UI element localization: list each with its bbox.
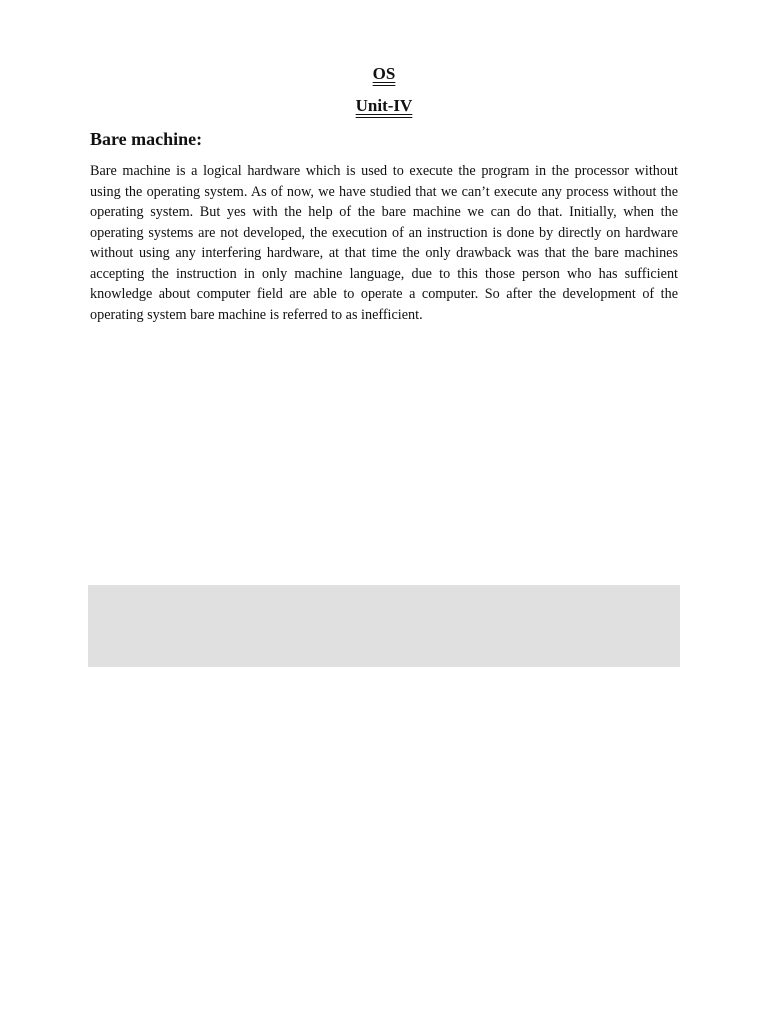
- document-title: OS: [372, 64, 396, 83]
- section-paragraph: Bare machine is a logical hardware which is used to execute the program in the processor without using the operating system. As of now, we have studied that we can’t execute any process without the operating system. But yes with the help of the bare machine we can do that. Initially, when the operating systems are not developed, the execution of an instruction is done by directly on hardware without using any interfering hardware, at that time the only drawback was that the bare machines accepting the instruction in only machine language, due to this those person who has sufficient knowledge about computer field are able to operate a computer. So after the development of the operating system bare machine is referred to as inefficient.: [90, 163, 678, 323]
- document-subtitle: Unit-IV: [355, 96, 413, 115]
- placeholder-block: [88, 585, 680, 667]
- section-heading: Bare machine:: [90, 129, 203, 149]
